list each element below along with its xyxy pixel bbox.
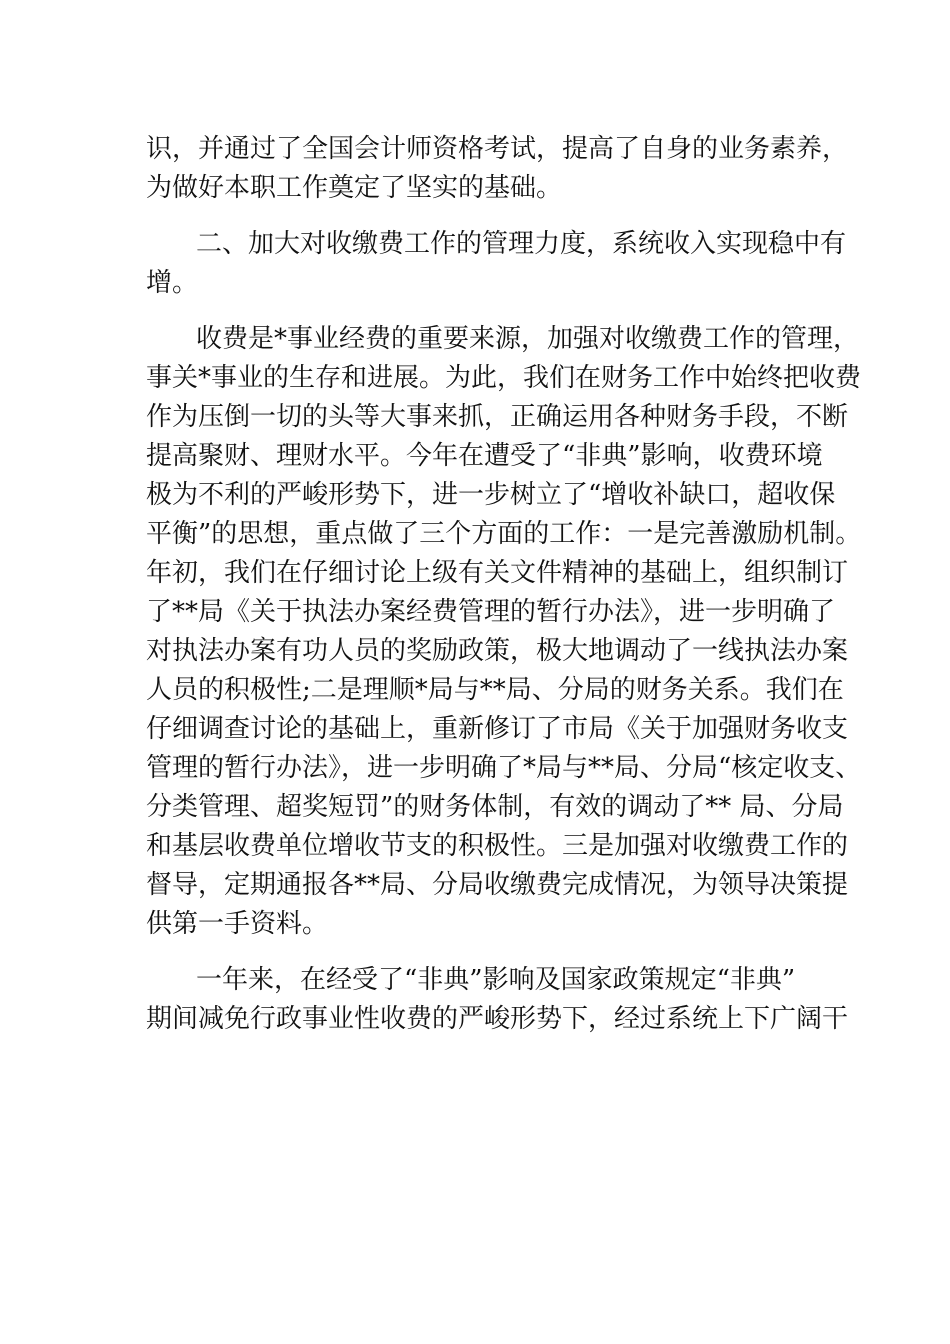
text-line: 收费是*事业经费的重要来源，加强对收缴费工作的管理， [196,324,860,354]
text-line: 仔细调查讨论的基础上，重新修订了市局《关于加强财务收支 [146,714,849,744]
text-line: 一年来，在经受了“非典”影响及国家政策规定“非典” [196,965,796,995]
text-line: 极为不利的严峻形势下，进一步树立了“增收补缺口，超收保 [146,480,836,510]
paragraph-summary [146,961,849,1039]
text-line: 平衡”的思想，重点做了三个方面的工作：一是完善激励机制。 [146,519,862,549]
text-line: 和基层收费单位增收节支的积极性。三是加强对收缴费工作的 [146,831,849,861]
paragraph-revenue [146,320,862,944]
paragraph-continuation [146,130,849,208]
text-line: 人员的积极性;二是理顺*局与**局、分局的财务关系。我们在 [146,675,844,705]
text-line: 提高聚财、理财水平。今年在遭受了“非典”影响，收费环境 [146,441,823,471]
section-heading [146,225,847,303]
text-line: 作为压倒一切的头等大事来抓，正确运用各种财务手段，不断 [146,402,849,432]
text-line: 年初，我们在仔细讨论上级有关文件精神的基础上，组织制订 [146,558,849,588]
text-line: 事关*事业的生存和进展。为此，我们在财务工作中始终把收费 [146,363,862,393]
text-line: 识，并通过了全国会计师资格考试，提高了自身的业务素养， [146,134,849,164]
text-line: 期间减免行政事业性收费的严峻形势下，经过系统上下广阔干 [146,1004,849,1034]
heading-line: 增。 [146,268,199,298]
text-line: 对执法办案有功人员的奖励政策，极大地调动了一线执法办案 [146,636,849,666]
text-line: 为做好本职工作奠定了坚实的基础。 [146,173,563,203]
text-line: 了**局《关于执法办案经费管理的暂行办法》，进一步明确了 [146,597,836,627]
text-line: 督导，定期通报各**局、分局收缴费完成情况，为领导决策提 [146,870,849,900]
text-line: 分类管理、超奖短罚”的财务体制，有效的调动了** 局、分局 [146,792,844,822]
text-line: 供第一手资料。 [146,909,329,939]
document-body [146,130,862,1039]
heading-line: 二、加大对收缴费工作的管理力度，系统收入实现稳中有 [196,229,847,259]
text-line: 管理的暂行办法》，进一步明确了*局与**局、分局“核定收支、 [146,753,862,783]
